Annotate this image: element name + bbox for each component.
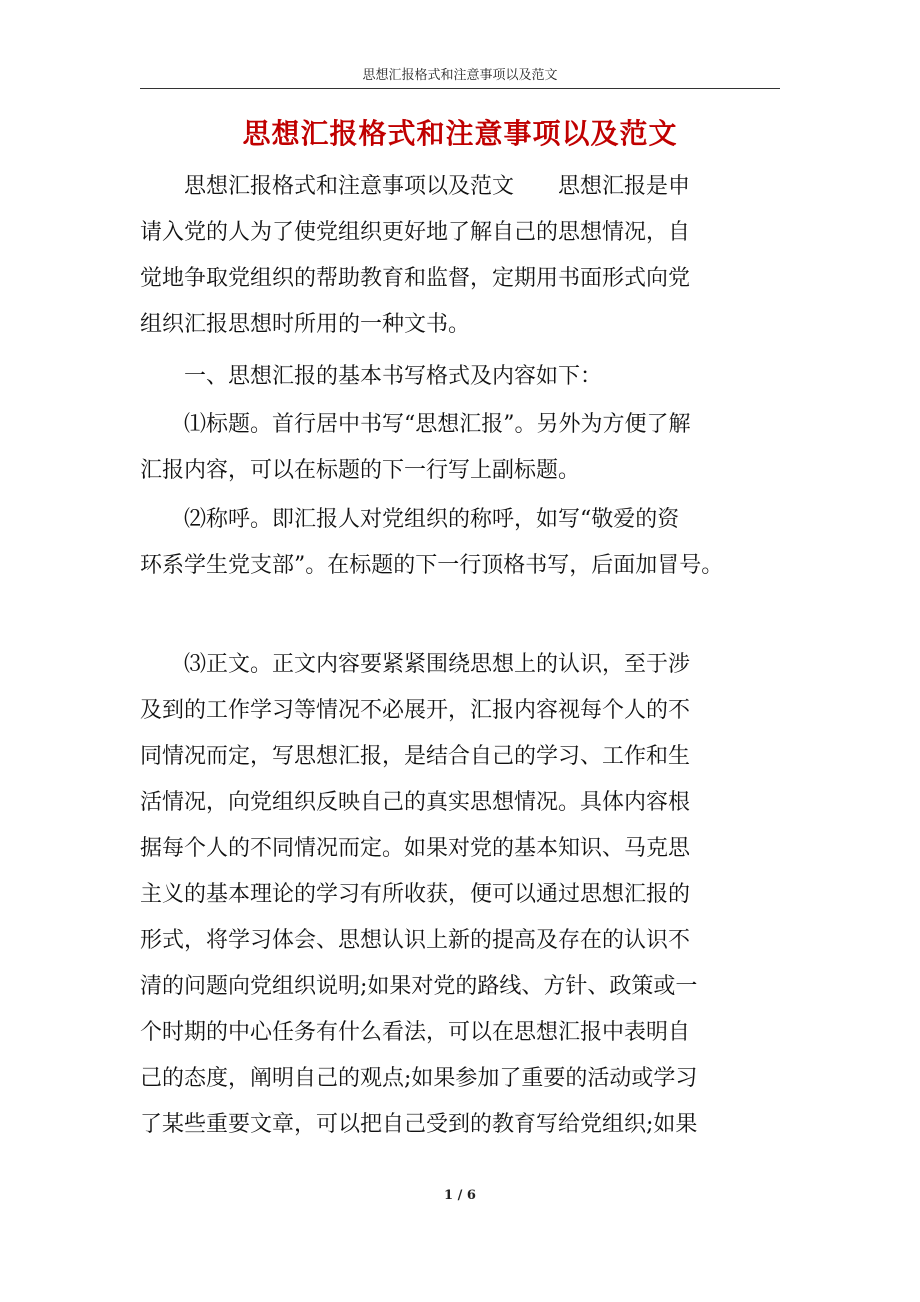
body-line: 己的态度，阐明自己的观点;如果参加了重要的活动或学习 xyxy=(140,1066,698,1091)
body-line: 组织汇报思想时所用的一种文书。 xyxy=(140,312,471,337)
body-line: 个时期的中心任务有什么看法，可以在思想汇报中表明自 xyxy=(140,1020,691,1045)
body-line: ⑶正文。正文内容要紧紧围绕思想上的认识，至于涉 xyxy=(140,652,691,677)
body-line: 一、思想汇报的基本书写格式及内容如下： xyxy=(140,364,603,389)
page-number: 1 / 6 xyxy=(444,1188,476,1203)
body-line: 了某些重要文章，可以把自己受到的教育写给党组织;如果 xyxy=(140,1112,698,1137)
body-line: 形式，将学习体会、思想认识上新的提高及存在的认识不 xyxy=(140,928,691,953)
header-divider xyxy=(140,88,780,89)
body-line: 清的问题向党组织说明;如果对党的路线、方针、政策或一 xyxy=(140,974,698,999)
body-line: 汇报内容，可以在标题的下一行写上副标题。 xyxy=(140,458,581,483)
body-line: 据每个人的不同情况而定。如果对党的基本知识、马克思 xyxy=(140,836,691,861)
body-line: ⑴标题。首行居中书写“思想汇报”。另外为方便了解 xyxy=(140,412,691,437)
body-line: 思想汇报格式和注意事项以及范文 思想汇报是申 xyxy=(140,174,691,199)
body-line: 环系学生党支部”。在标题的下一行顶格书写，后面加冒号。 xyxy=(140,553,724,578)
body-line: ⑵称呼。即汇报人对党组织的称呼，如写“敬爱的资 xyxy=(140,507,680,532)
body-line: 请入党的人为了使党组织更好地了解自己的思想情况，自 xyxy=(140,220,691,245)
body-line: 及到的工作学习等情况不必展开，汇报内容视每个人的不 xyxy=(140,698,691,723)
document-title: 思想汇报格式和注意事项以及范文 xyxy=(242,117,678,150)
body-line: 觉地争取党组织的帮助教育和监督，定期用书面形式向党 xyxy=(140,266,691,291)
body-line: 活情况，向党组织反映自己的真实思想情况。具体内容根 xyxy=(140,790,691,815)
running-header: 思想汇报格式和注意事项以及范文 xyxy=(362,68,558,83)
body-line: 主义的基本理论的学习有所收获，便可以通过思想汇报的 xyxy=(140,882,691,907)
body-line: 同情况而定，写思想汇报，是结合自己的学习、工作和生 xyxy=(140,744,691,769)
